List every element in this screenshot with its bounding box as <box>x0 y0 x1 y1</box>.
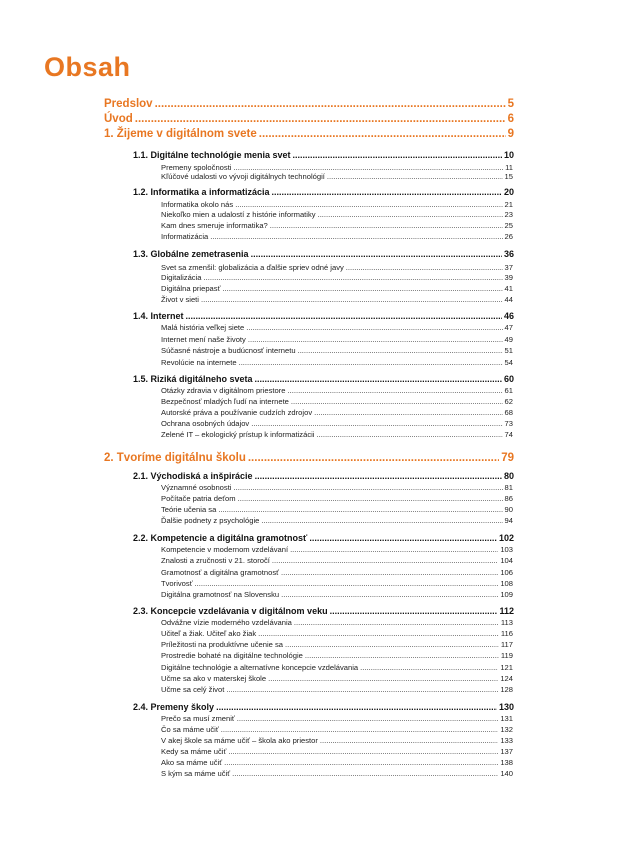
toc-entry-label: Zelené IT – ekologický prístup k informatizácii <box>161 430 315 440</box>
toc-entry-sub[interactable] <box>161 430 513 439</box>
toc-dot-leader <box>226 685 498 694</box>
toc-entry-sub[interactable] <box>161 769 513 778</box>
toc-entry-page: 79 <box>501 451 514 464</box>
toc-dot-leader <box>320 736 498 745</box>
toc-dot-leader <box>285 640 499 649</box>
toc-entry-page: 6 <box>507 112 514 125</box>
toc-entry-label: Malá história veľkej siete <box>161 323 245 333</box>
toc-entry-label: 1.2. Informatika a informatizácia <box>133 187 270 197</box>
toc-entry-page: 62 <box>504 397 513 407</box>
toc-entry-page: 131 <box>500 714 513 724</box>
toc-entry-sub[interactable] <box>161 505 513 514</box>
toc-entry-page: 119 <box>500 651 513 661</box>
toc-entry-sub[interactable] <box>161 273 513 282</box>
toc-entry-label: Úvod <box>104 112 133 125</box>
toc-dot-leader <box>294 618 499 627</box>
toc-entry-page: 128 <box>500 685 513 695</box>
toc-entry-page: 37 <box>504 263 513 273</box>
toc-dot-leader <box>216 702 497 712</box>
toc-entry-sec[interactable] <box>133 374 514 384</box>
toc-entry-label: V akej škole sa máme učiť – škola ako priestor <box>161 736 318 746</box>
toc-entry-page: 41 <box>504 284 513 294</box>
toc-entry-sub[interactable] <box>161 200 513 209</box>
toc-entry-page: 86 <box>504 494 513 504</box>
toc-entry-sub[interactable] <box>161 494 513 503</box>
toc-entry-label: Prečo sa musí zmeniť <box>161 714 235 724</box>
toc-entry-page: 51 <box>504 346 513 356</box>
toc-dot-leader <box>305 651 499 660</box>
toc-entry-sub[interactable] <box>161 397 513 406</box>
toc-entry-label: Internet mení naše životy <box>161 335 246 345</box>
toc-entry-label: Informatizácia <box>161 232 209 242</box>
toc-dot-leader <box>317 430 503 439</box>
toc-dot-leader <box>237 714 499 723</box>
toc-dot-leader <box>261 516 502 525</box>
toc-entry-page: 46 <box>503 311 514 321</box>
toc-dot-leader <box>346 263 503 272</box>
toc-entry-label: 1.5. Riziká digitálneho sveta <box>133 374 253 384</box>
toc-entry-sec[interactable] <box>133 249 514 259</box>
toc-entry-label: Znalosti a zručnosti v 21. storočí <box>161 556 270 566</box>
toc-dot-leader <box>221 725 499 734</box>
toc-entry-label: S kým sa máme učiť <box>161 769 231 779</box>
toc-dot-leader <box>259 128 506 140</box>
toc-entry-page: 117 <box>500 640 513 650</box>
toc-entry-sec[interactable] <box>133 702 514 712</box>
toc-entry-label: Príležitosti na produktívne učenie sa <box>161 640 283 650</box>
toc-dot-leader <box>327 172 503 181</box>
toc-entry-page: 47 <box>504 323 513 333</box>
toc-entry-page: 54 <box>504 358 513 368</box>
toc-entry-page: 74 <box>504 430 513 440</box>
toc-dot-leader <box>210 232 502 241</box>
toc-entry-label: Súčasné nástroje a budúcnosť internetu <box>161 346 296 356</box>
toc-entry-sec[interactable] <box>133 533 514 543</box>
toc-entry-label: Učme sa celý život <box>161 685 225 695</box>
toc-entry-page: 21 <box>504 200 513 210</box>
toc-entry-sub[interactable] <box>161 419 513 428</box>
toc-entry-page: 116 <box>500 629 513 639</box>
toc-entry-label: Predslov <box>104 97 153 110</box>
toc-entry-page: 60 <box>503 374 514 384</box>
toc-entry-sub[interactable] <box>161 408 513 417</box>
toc-entry-label: Digitálne technológie a alternatívne koncepcie vzdelávania <box>161 663 359 673</box>
toc-entry-page: 23 <box>504 210 513 220</box>
toc-entry-page: 90 <box>504 505 513 515</box>
toc-dot-leader <box>228 747 498 756</box>
toc-entry-label: Otázky zdravia v digitálnom priestore <box>161 386 286 396</box>
toc-entry-label: Ako sa máme učiť <box>161 758 223 768</box>
toc-entry-sub[interactable] <box>161 516 513 525</box>
toc-dot-leader <box>251 249 502 259</box>
toc-entry-page: 106 <box>500 568 513 578</box>
toc-entry-label: Kam dnes smeruje informatika? <box>161 221 268 231</box>
toc-entry-sub[interactable] <box>161 263 513 272</box>
toc-entry-sub[interactable] <box>161 556 513 565</box>
toc-dot-leader <box>293 150 502 160</box>
toc-entry-label: Významné osobnosti <box>161 483 232 493</box>
toc-entry-label: Ďalšie podnety z psychológie <box>161 516 260 526</box>
toc-entry-page: 44 <box>504 295 513 305</box>
toc-entry-sub[interactable] <box>161 358 513 367</box>
toc-dot-leader <box>288 386 503 395</box>
toc-dot-leader <box>298 346 503 355</box>
toc-entry-page: 5 <box>507 97 514 110</box>
toc-dot-leader <box>248 335 503 344</box>
toc-entry-sub[interactable] <box>161 210 513 219</box>
toc-entry-label: Niekoľko mien a udalostí z histórie informatiky <box>161 210 316 220</box>
toc-dot-leader <box>135 113 506 125</box>
toc-entry-top[interactable] <box>104 113 514 125</box>
toc-entry-label: 2.2. Kompetencie a digitálna gramotnosť <box>133 533 308 543</box>
toc-entry-sub[interactable] <box>161 221 513 230</box>
toc-entry-sub[interactable] <box>161 172 513 181</box>
toc-entry-sub[interactable] <box>161 483 513 492</box>
toc-dot-leader <box>281 568 498 577</box>
toc-dot-leader <box>235 200 502 209</box>
toc-entry-label: 1. Žijeme v digitálnom svete <box>104 127 257 140</box>
toc-entry-page: 133 <box>500 736 513 746</box>
toc-dot-leader <box>318 210 503 219</box>
toc-entry-page: 11 <box>505 163 513 173</box>
toc-dot-leader <box>218 505 502 514</box>
toc-entry-label: Odvážne vízie moderného vzdelávania <box>161 618 292 628</box>
toc-entry-page: 130 <box>498 702 514 712</box>
toc-entry-page: 61 <box>504 386 513 396</box>
toc-dot-leader <box>224 758 498 767</box>
toc-entry-sub[interactable] <box>161 747 513 756</box>
toc-dot-leader <box>186 311 502 321</box>
toc-entry-page: 132 <box>500 725 513 735</box>
toc-entry-label: Kompetencie v modernom vzdelávaní <box>161 545 289 555</box>
toc-entry-label: Čo sa máme učiť <box>161 725 219 735</box>
toc-dot-leader <box>255 374 502 384</box>
toc-entry-page: 9 <box>507 127 514 140</box>
toc-dot-leader <box>251 419 502 428</box>
toc-dot-leader <box>239 358 503 367</box>
toc-entry-sub[interactable] <box>161 685 513 694</box>
toc-entry-page: 94 <box>504 516 513 526</box>
page-title: Obsah <box>44 52 131 82</box>
toc-entry-label: Teórie učenia sa <box>161 505 217 515</box>
toc-entry-sub[interactable] <box>161 295 513 304</box>
toc-entry-page: 109 <box>500 590 513 600</box>
toc-entry-page: 36 <box>503 249 514 259</box>
toc-entry-page: 26 <box>504 232 513 242</box>
toc-entry-top[interactable] <box>104 128 514 140</box>
toc-entry-label: Premeny spoločnosti <box>161 163 232 173</box>
toc-entry-page: 15 <box>504 172 513 182</box>
toc-entry-sec[interactable] <box>133 606 514 616</box>
toc-entry-label: Digitalizácia <box>161 273 202 283</box>
toc-entry-label: Kľúčové udalosti vo vývoji digitálnych technológií <box>161 172 325 182</box>
toc-entry-sub[interactable] <box>161 736 513 745</box>
toc-entry-page: 121 <box>500 663 513 673</box>
toc-entry-top[interactable] <box>104 98 514 110</box>
toc-entry-page: 20 <box>503 187 514 197</box>
toc-entry-label: 1.3. Globálne zemetrasenia <box>133 249 249 259</box>
toc-entry-page: 104 <box>500 556 513 566</box>
toc-entry-page: 68 <box>504 408 513 418</box>
toc-entry-page: 138 <box>500 758 513 768</box>
toc-entry-label: Učme sa ako v materskej škole <box>161 674 267 684</box>
toc-entry-label: Prostredie bohaté na digitálne technológie <box>161 651 303 661</box>
toc-entry-label: Život v sieti <box>161 295 199 305</box>
toc-dot-leader <box>195 579 499 588</box>
toc-entry-label: Kedy sa máme učiť <box>161 747 227 757</box>
toc-entry-sec[interactable] <box>133 187 514 197</box>
toc-entry-label: 2.1. Východiská a inšpirácie <box>133 471 253 481</box>
toc-entry-label: 2. Tvoríme digitálnu školu <box>104 451 246 464</box>
toc-entry-page: 80 <box>503 471 514 481</box>
toc-entry-page: 49 <box>504 335 513 345</box>
toc-entry-sub[interactable] <box>161 640 513 649</box>
toc-dot-leader <box>309 533 497 543</box>
toc-entry-page: 81 <box>504 483 513 493</box>
toc-dot-leader <box>238 494 503 503</box>
toc-entry-label: 1.4. Internet <box>133 311 184 321</box>
toc-entry-page: 124 <box>500 674 513 684</box>
toc-entry-page: 25 <box>504 221 513 231</box>
toc-dot-leader <box>268 674 498 683</box>
toc-entry-sub[interactable] <box>161 629 513 638</box>
toc-entry-sub[interactable] <box>161 725 513 734</box>
toc-entry-sub[interactable] <box>161 579 513 588</box>
toc-entry-label: Počítače patria deťom <box>161 494 236 504</box>
toc-entry-sub[interactable] <box>161 386 513 395</box>
toc-dot-leader <box>248 452 499 464</box>
toc-entry-label: Informatika okolo nás <box>161 200 234 210</box>
toc-entry-label: Revolúcie na internete <box>161 358 237 368</box>
toc-entry-sec[interactable] <box>133 150 514 160</box>
toc-entry-sub[interactable] <box>161 651 513 660</box>
toc-dot-leader <box>330 606 498 616</box>
toc-entry-sub[interactable] <box>161 545 513 554</box>
toc-entry-sub[interactable] <box>161 568 513 577</box>
toc-dot-leader <box>314 408 502 417</box>
toc-dot-leader <box>255 471 502 481</box>
toc-entry-sub[interactable] <box>161 335 513 344</box>
toc-entry-sub[interactable] <box>161 714 513 723</box>
toc-entry-label: 1.1. Digitálne technológie menia svet <box>133 150 291 160</box>
toc-dot-leader <box>234 163 504 172</box>
toc-entry-label: 2.3. Koncepcie vzdelávania v digitálnom veku <box>133 606 328 616</box>
toc-entry-page: 112 <box>499 606 514 616</box>
toc-dot-leader <box>270 221 503 230</box>
toc-entry-sec[interactable] <box>133 471 514 481</box>
toc-entry-label: Digitálna gramotnosť na Slovensku <box>161 590 280 600</box>
toc-entry-page: 108 <box>500 579 513 589</box>
toc-dot-leader <box>272 187 502 197</box>
toc-entry-sub[interactable] <box>161 284 513 293</box>
toc-entry-label: Svet sa zmenšil: globalizácia a ďalšie spriev odné javy <box>161 263 344 273</box>
toc-dot-leader <box>272 556 498 565</box>
toc-entry-page: 113 <box>500 618 513 628</box>
toc-entry-page: 39 <box>504 273 513 283</box>
toc-entry-sub[interactable] <box>161 346 513 355</box>
toc-entry-page: 102 <box>498 533 514 543</box>
toc-dot-leader <box>360 663 498 672</box>
toc-dot-leader <box>155 98 506 110</box>
toc-entry-sub[interactable] <box>161 163 513 172</box>
toc-entry-label: Ochrana osobných údajov <box>161 419 250 429</box>
toc-dot-leader <box>281 590 498 599</box>
toc-entry-page: 140 <box>500 769 513 779</box>
toc-entry-sub[interactable] <box>161 663 513 672</box>
toc-entry-label: Tvorivosť <box>161 579 193 589</box>
toc-dot-leader <box>234 483 503 492</box>
toc-dot-leader <box>290 545 498 554</box>
toc-dot-leader <box>222 284 502 293</box>
toc-entry-sub[interactable] <box>161 618 513 627</box>
toc-dot-leader <box>291 397 503 406</box>
toc-entry-page: 103 <box>500 545 513 555</box>
toc-entry-page: 10 <box>503 150 514 160</box>
toc-entry-label: Učiteľ a žiak. Učiteľ ako žiak <box>161 629 257 639</box>
toc-entry-label: Bezpečnosť mladých ľudí na internete <box>161 397 289 407</box>
toc-entry-label: 2.4. Premeny školy <box>133 702 215 712</box>
toc-dot-leader <box>204 273 503 282</box>
toc-entry-sec[interactable] <box>133 311 514 321</box>
toc-entry-page: 73 <box>504 419 513 429</box>
toc-entry-top[interactable] <box>104 452 514 464</box>
toc-entry-sub[interactable] <box>161 674 513 683</box>
toc-entry-label: Gramotnosť a digitálna gramotnosť <box>161 568 279 578</box>
toc-entry-sub[interactable] <box>161 323 513 332</box>
toc-dot-leader <box>258 629 499 638</box>
toc-entry-sub[interactable] <box>161 590 513 599</box>
toc-entry-label: Autorské práva a používanie cudzích zdrojov <box>161 408 313 418</box>
toc-dot-leader <box>201 295 503 304</box>
toc-entry-sub[interactable] <box>161 232 513 241</box>
toc-dot-leader <box>246 323 502 332</box>
toc-entry-label: Digitálna priepasť <box>161 284 221 294</box>
toc-entry-sub[interactable] <box>161 758 513 767</box>
toc-entry-page: 137 <box>500 747 513 757</box>
toc-dot-leader <box>232 769 498 778</box>
